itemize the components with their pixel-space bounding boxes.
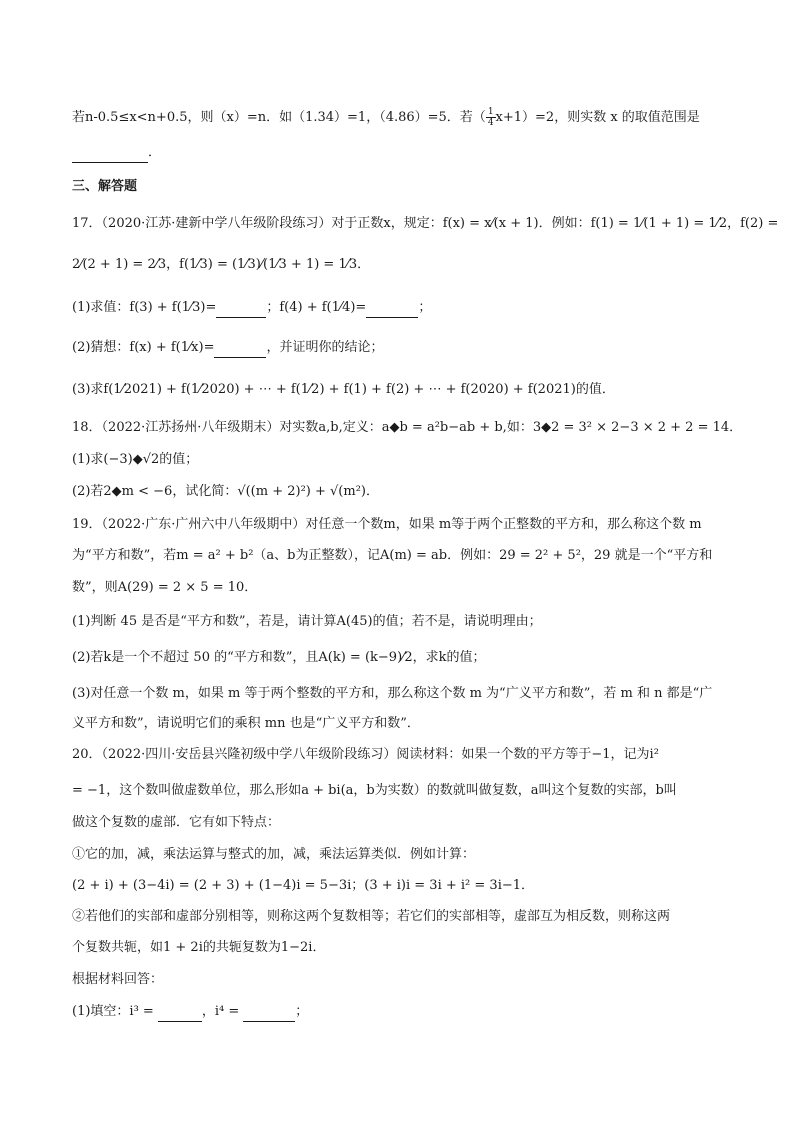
- q17-p1-blank-1[interactable]: [216, 303, 266, 318]
- q17-line2: 2⁄(2 + 1) = 2⁄3，f(1⁄3) = (1⁄3)⁄(1⁄3 + 1) = 1⁄3．: [72, 257, 371, 272]
- q19-part3-line1: (3)对任意一个数 m，如果 m 等于两个整数的平方和，那么称这个数 m 为“广义平方和数”，若 m 和 n 都是“广: [72, 686, 713, 701]
- q17-p2-blank[interactable]: [214, 343, 266, 358]
- q20-feature2-line2: 个复数共轭，如1 + 2i的共轭复数为1−2i．: [72, 940, 326, 955]
- q17-p1-blank-2[interactable]: [366, 303, 418, 318]
- q20-p1-blank-1[interactable]: [158, 1007, 202, 1022]
- q20-line3: 做这个复数的虚部．它有如下特点：: [72, 815, 281, 830]
- q19-part3-line2: 义平方和数”，请说明它们的乘积 mn 也是“广义平方和数”．: [72, 716, 420, 731]
- q17-part3: (3)求f(1⁄2021) + f(1⁄2020) + ⋯ + f(1⁄2) + f(1) + f(2) + ⋯ + f(2020) + f(2021)的值．: [72, 382, 615, 397]
- q20-line2: = −1，这个数叫做虚数单位，那么形如a + bi(a，b为实数）的数就叫做复数，a叫这个复数的实部，b叫: [72, 783, 677, 798]
- q20-feature1: ①它的加，减，乘法运算与整式的加，减，乘法运算类似．例如计算：: [72, 847, 476, 862]
- q20-feature1-equation: (2 + i) + (3−4i) = (2 + 3) + (1−4)i = 5−3i；(3 + i)i = 3i + i² = 3i−1．: [72, 878, 535, 893]
- q19-line2: 为“平方和数”，若m = a² + b²（a、b为正整数），记A(m) = ab．例如：29 = 2² + 5²，29 就是一个“平方和: [72, 548, 713, 563]
- q16-line1: [72, 107, 734, 128]
- q16-line2: ．: [72, 143, 734, 163]
- q17-part1: (1)求值：f(3) + f(1⁄3)= ；f(4) + f(1⁄4)= ；: [72, 298, 734, 318]
- section-title: 三、解答题: [72, 179, 138, 194]
- q16-text-b: x+1）=2，则实数 x 的取值范围是: [495, 110, 700, 125]
- q17-part2: (2)猜想：f(x) + f(1⁄x)= ，并证明你的结论；: [72, 338, 734, 358]
- q20-answer-intro: 根据材料回答：: [72, 972, 164, 987]
- q19-line3: 数”，则A(29) = 2 × 5 = 10．: [72, 580, 258, 595]
- q16-answer-blank[interactable]: [72, 148, 148, 163]
- q18-line1: 18．（2022·江苏扬州·八年级期末）对实数a,b,定义：a◆b = a²b−ab + b,如：3◆2 = 3² × 2−3 × 2 + 2 = 14．: [72, 420, 743, 435]
- q16-text-a: 若n-0.5≤x<n+0.5，则（x）=n．如（1.34）=1，（4.86）=5．若（: [72, 110, 486, 125]
- q20-p1-blank-2[interactable]: [243, 1007, 295, 1022]
- q19-part1: (1)判断 45 是否是“平方和数”，若是，请计算A(45)的值；若不是，请说明理由；: [72, 614, 542, 629]
- q20-line1: 20．（2022·四川·安岳县兴隆初级中学八年级阶段练习）阅读材料：如果一个数的平方等于−1，记为i²: [72, 747, 659, 762]
- q20-part1: (1)填空：i³ = ，i⁴ = ；: [72, 1002, 734, 1022]
- q20-feature2-line1: ②若他们的实部和虚部分别相等，则称这两个复数相等；若它们的实部相等，虚部互为相反数，则称这两: [72, 909, 671, 924]
- q17-line1: 17．（2020·江苏·建新中学八年级阶段练习）对于正数x，规定：f(x) = x⁄(x + 1)．例如：f(1) = 1⁄(1 + 1) = 1⁄2，f(2) =: [72, 216, 779, 231]
- q18-part1: (1)求(−3)◆√2的值；: [72, 452, 199, 467]
- q19-line1: 19．（2022·广东·广州六中八年级期中）对任意一个数m，如果 m等于两个正整数的平方和，那么称这个数 m: [72, 517, 702, 532]
- q18-part2: (2)若2◆m < −6，试化简：√((m + 2)²) + √(m²)．: [72, 484, 379, 499]
- q16-fraction: $\frac{1}{4}$: [487, 107, 494, 128]
- q19-part2: (2)若k是一个不超过 50 的“平方和数”，且A(k) = (k−9)⁄2，求k的值；: [72, 650, 486, 665]
